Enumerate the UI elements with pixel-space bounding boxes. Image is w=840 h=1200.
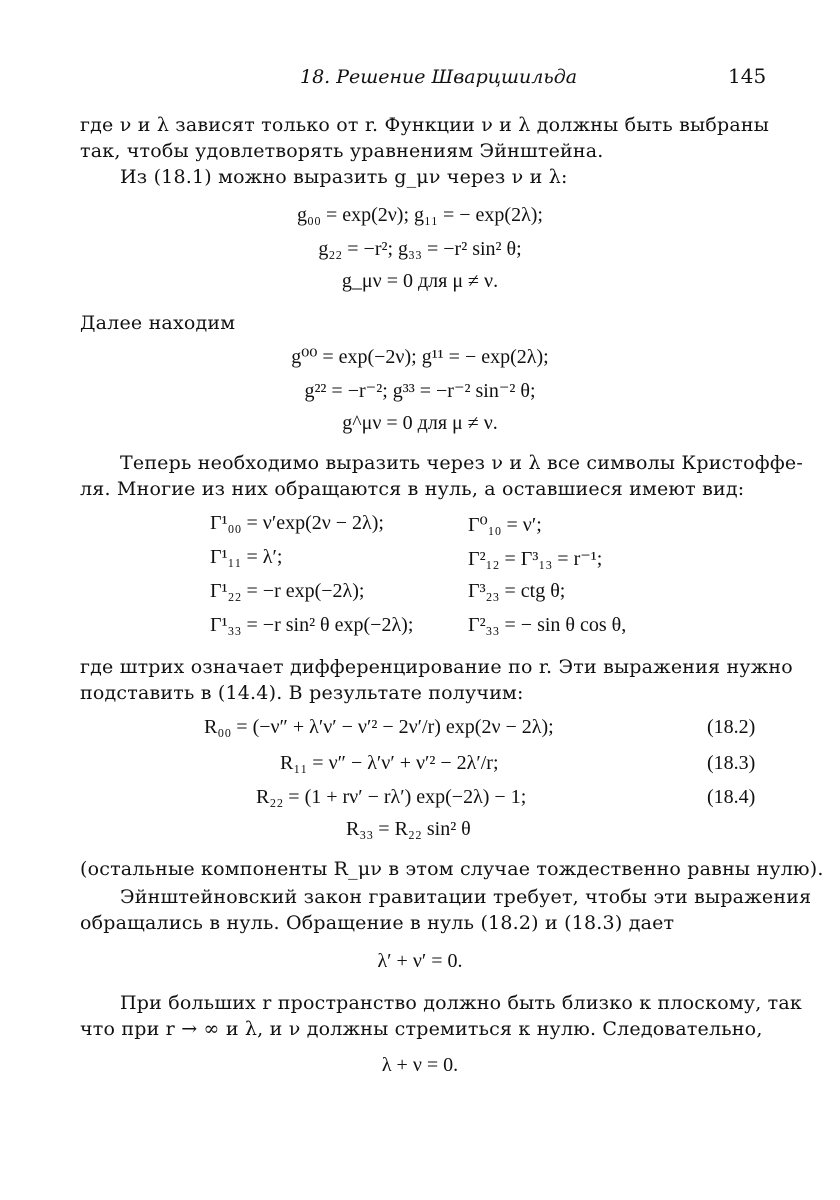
paragraph-line: Эйнштейновский закон гравитации требует, чтобы эти выражения [120, 886, 812, 908]
paragraph-line: подставить в (14.4). В результате получим: [80, 682, 524, 704]
christoffel-right-1: Γ⁰₁₀ = ν′; [468, 514, 542, 536]
paragraph-line: Из (18.1) можно выразить g_μν через ν и λ: [120, 166, 568, 188]
paragraph-line: (остальные компоненты R_μν в этом случае тождественно равны нулю). [80, 858, 824, 880]
ricci-equation-r00: R₀₀ = (−ν″ + λ′ν′ − ν′² − 2ν′/r) exp(2ν − 2λ); [204, 716, 554, 738]
equation-number: (18.4) [707, 786, 756, 808]
equation-number: (18.3) [707, 752, 756, 774]
equation-metric-lower-1: g₀₀ = exp(2ν); g₁₁ = − exp(2λ); [297, 204, 543, 226]
paragraph-line: Далее находим [80, 312, 236, 334]
christoffel-left-3: Γ¹₂₂ = −r exp(−2λ); [210, 580, 365, 602]
equation-metric-lower-3: g_μν = 0 для μ ≠ ν. [341, 270, 499, 292]
equation-result-1: λ′ + ν′ = 0. [377, 950, 463, 972]
paragraph-line: где штрих означает дифференцирование по r. Эти выражения нужно [80, 656, 793, 678]
equation-metric-upper-1: g⁰⁰ = exp(−2ν); g¹¹ = − exp(2λ); [291, 346, 549, 368]
paragraph-line: ля. Многие из них обращаются в нуль, а оставшиеся имеют вид: [80, 478, 745, 500]
paragraph-line: Теперь необходимо выразить через ν и λ все символы Кристоффе- [120, 452, 803, 474]
paragraph-line: При больших r пространство должно быть близко к плоскому, так [120, 992, 802, 1014]
equation-metric-upper-2: g²² = −r⁻²; g³³ = −r⁻² sin⁻² θ; [304, 380, 536, 402]
christoffel-right-3: Γ³₂₃ = ctg θ; [468, 580, 566, 602]
equation-metric-lower-2: g₂₂ = −r²; g₃₃ = −r² sin² θ; [318, 238, 522, 260]
christoffel-left-4: Γ¹₃₃ = −r sin² θ exp(−2λ); [210, 614, 414, 636]
ricci-equation-r33: R₃₃ = R₂₂ sin² θ [346, 818, 471, 840]
paragraph-line: обращались в нуль. Обращение в нуль (18.2) и (18.3) дает [80, 912, 675, 934]
paragraph-line: что при r → ∞ и λ, и ν должны стремиться к нулю. Следовательно, [80, 1018, 763, 1040]
equation-metric-upper-3: g^μν = 0 для μ ≠ ν. [342, 412, 498, 434]
equation-result-2: λ + ν = 0. [381, 1054, 459, 1076]
christoffel-left-1: Γ¹₀₀ = ν′exp(2ν − 2λ); [210, 512, 384, 534]
ricci-equation-r11: R₁₁ = ν″ − λ′ν′ + ν′² − 2λ′/r; [280, 752, 499, 774]
christoffel-right-4: Γ²₃₃ = − sin θ cos θ, [468, 614, 627, 636]
page-number: 145 [728, 64, 767, 88]
ricci-equation-r22: R₂₂ = (1 + rν′ − rλ′) exp(−2λ) − 1; [256, 786, 527, 808]
christoffel-left-2: Γ¹₁₁ = λ′; [210, 546, 283, 568]
running-header-title: 18. Решение Шварцшильда [300, 66, 578, 88]
christoffel-right-2: Γ²₁₂ = Γ³₁₃ = r⁻¹; [468, 548, 603, 570]
paragraph-line: так, чтобы удовлетворять уравнениям Эйнштейна. [80, 140, 604, 162]
paragraph-line: где ν и λ зависят только от r. Функции ν и λ должны быть выбраны [80, 114, 770, 136]
equation-number: (18.2) [707, 716, 756, 738]
